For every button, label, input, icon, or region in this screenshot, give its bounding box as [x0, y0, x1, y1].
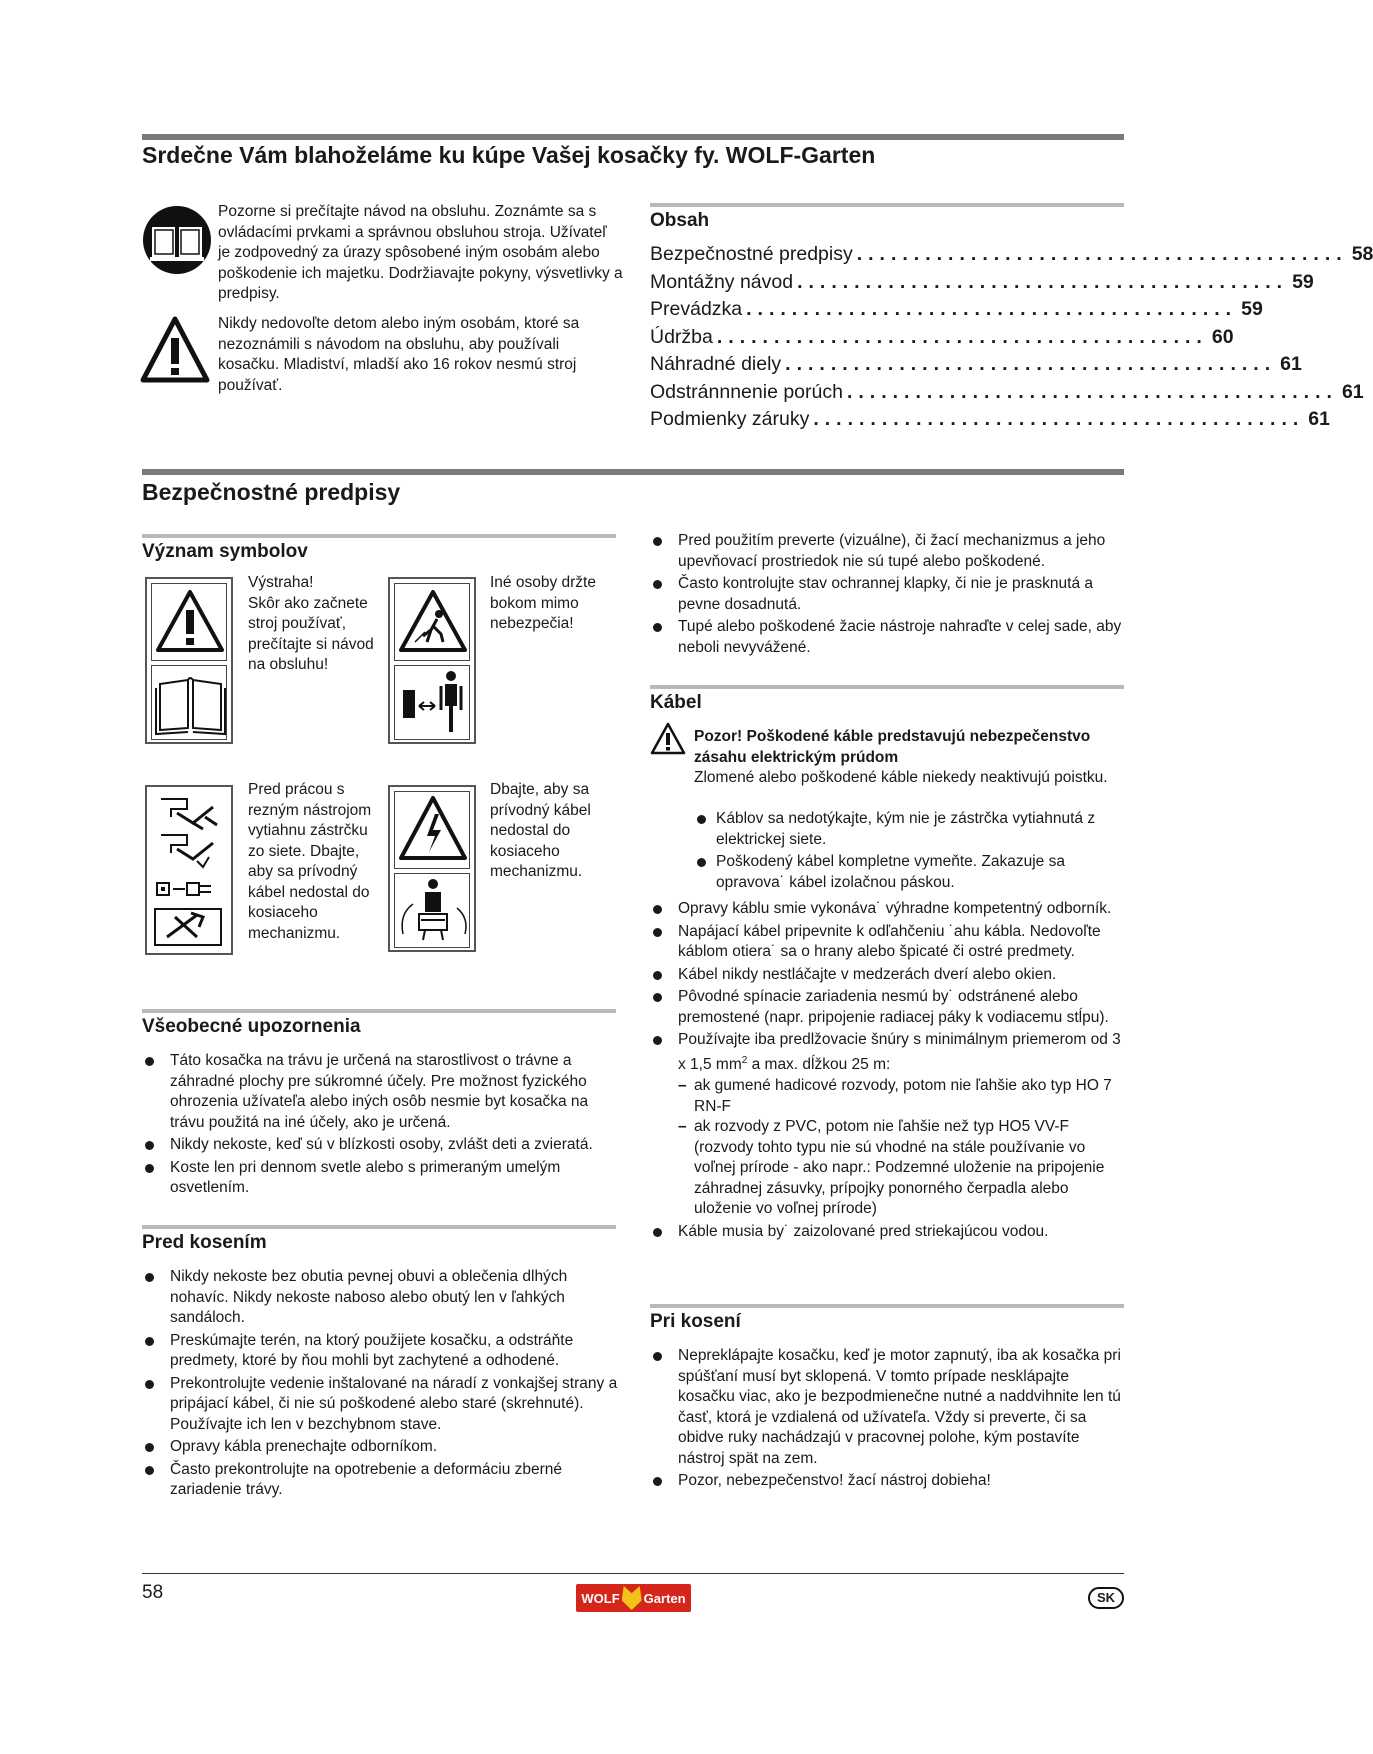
list-item: Kábel nikdy nestláčajte v medzerách dverí alebo okien. — [650, 965, 1128, 986]
list-item: Často prekontrolujte na opotrebenie a deformáciu zberné zariadenie trávy. — [142, 1460, 620, 1501]
list-item: Káblov sa nedotýkajte, kým nie je zástrčka vytiahnutá z elektrickej siete. — [694, 809, 1124, 850]
list-item: – ak rozvody z PVC, potom nie ľahšie než typ HO5 VV-F (rozvody tohto typu nie sú vhodné na stále používanie vo voľnej prírode - ako napr.: Podzemné uloženie na pripojenie záhradnej zásuvky, prípojky ponorného čerpadla alebo uloženie vo voľnej prírode) — [678, 1117, 1128, 1220]
mowing-title: Pri kosení — [650, 1311, 741, 1332]
warning-icon — [152, 584, 229, 658]
page-title: Srdečne Vám blahoželáme ku kúpe Vašej kosačky fy. WOLF-Garten — [142, 142, 876, 168]
mowing-rule — [650, 1304, 1124, 1308]
blade-check-list — [650, 531, 1128, 660]
toc-item[interactable]: Prevádzka ........................................... 59 — [650, 298, 1263, 320]
list-item: Pred použitím preverte (vizuálne), či žací mechanizmus a jeho upevňovací prostriedok nie sú tupé alebo poškodené. — [650, 531, 1128, 572]
toc-item[interactable]: Podmienky záruky ........................................... 61 — [650, 408, 1330, 430]
extension-cable-types — [678, 1076, 1128, 1220]
mowing-list — [650, 1346, 1128, 1494]
toc-rule — [650, 203, 1124, 207]
list-item: Koste len pri dennom svetle alebo s primeraným umelým osvetlením. — [142, 1158, 620, 1199]
symbol-2-text: Iné osoby držte bokom mimo nebezpečia! — [490, 574, 596, 632]
symbols-title: Význam symbolov — [142, 541, 308, 562]
safety-title: Bezpečnostné predpisy — [142, 479, 401, 505]
toc-item[interactable]: Montážny návod ........................................... 59 — [650, 270, 1314, 293]
unplug-maintenance-icon — [147, 787, 231, 953]
list-item: Používajte iba predlžovacie šnúry s minimálnym priemerom od 3 x 1,5 $mm^2$ a max. dĺžkou 25 m: – ak gumené hadicové rozvody, potom nie ľahšie ako typ HO 7 RN-F – ak rozvody z PVC, potom nie ľahšie než typ HO5 VV-F (rozvody tohto typu nie sú vhodné na stále používanie vo voľnej prírode - ako napr.: Podzemné uloženie na pripojenie záhradnej zásuvky, prípojky ponorného čerpadla alebo uloženie vo voľnej prírode) — [650, 1030, 1128, 1220]
before-title: Pred kosením — [142, 1232, 267, 1253]
toc-item[interactable]: Náhradné diely ........................................... 61 — [650, 353, 1302, 375]
intro-paragraph-1: Pozorne si prečítajte návod na obsluhu. Zoznámte sa s ovládacími prvkami a správnou obsluhou stroja. Užívateľ je zodpovedný za úrazy spôsobené iným osobám alebo poškodenie ich majetku. Dodržiavajte pokyny, výsvetlivky a predpisy. — [218, 203, 623, 302]
symbol-4-text: Dbajte, aby sa prívodný kábel nedostal do kosiaceho mechanizmu. — [490, 781, 591, 880]
general-rule — [142, 1009, 616, 1013]
cable-list — [650, 899, 1128, 1244]
list-item: Tupé alebo poškodené žacie nástroje nahraďte v celej sade, aby neboli nevyvážené. — [650, 617, 1128, 658]
general-list — [142, 1051, 620, 1201]
list-item: Prekontrolujte vedenie inštalované na náradí z vonkajšej strany a pripájací kábel, či nie sú poškodené alebo staré (skrehnuté). Používajte ich len v bezchybnom stave. — [142, 1374, 620, 1436]
symbol-cable-box — [388, 785, 476, 952]
list-item: – ak gumené hadicové rozvody, potom nie ľahšie ako typ HO 7 RN-F — [678, 1076, 1128, 1117]
page-number: 58 — [142, 1582, 164, 1603]
list-item: Nepreklápajte kosačku, keď je motor zapnutý, iba ak kosačka pri spúšťaní musí byt sklopená. V tomto prípade nesklápajte kosačku viac, ako je bezpodmienečne nutné a naddvihnite len tú časť, ktorá je vzdialená od užívateľa. Vždy si preverte, či sa obidve ruky nachádzajú v pracovnej polohe, kým postavíte nástroj spät na zem. — [650, 1346, 1128, 1469]
mower-operator-icon — [395, 874, 472, 946]
cable-warning-text: Zlomené alebo poškodené káble niekedy neaktivujú poistku. — [694, 769, 1108, 786]
toc-item[interactable]: Údržba ........................................... 60 — [650, 325, 1234, 348]
cable-rule — [650, 685, 1124, 689]
toc-item[interactable]: Odstránnnenie porúch ........................................... 61 — [650, 380, 1364, 403]
header-rule — [142, 134, 1124, 140]
cable-sublist — [694, 809, 1124, 895]
electric-hazard-icon — [395, 792, 472, 866]
manual-book-icon — [152, 666, 229, 738]
footer-rule — [142, 1573, 1124, 1574]
book-icon — [142, 205, 212, 275]
toc-title: Obsah — [650, 210, 710, 231]
intro-paragraph-2: Nikdy nedovoľte detom alebo iným osobám, ktoré sa nezoznámili s návodom na obsluhu, aby používali kosačku. Mladiství, mladší ako 16 rokov nesmú stroj používať. — [218, 315, 580, 394]
warning-triangle-icon — [140, 316, 210, 384]
general-title: Všeobecné upozornenia — [142, 1016, 361, 1037]
list-item: Často kontrolujte stav ochrannej klapky, či nie je prasknutá a pevne dosadnutá. — [650, 574, 1128, 615]
symbol-read-manual-box — [145, 577, 233, 744]
wolf-garten-logo: WOLF Garten — [576, 1584, 691, 1612]
country-code-badge: SK — [1088, 1587, 1124, 1609]
list-item: Pozor, nebezpečenstvo! žací nástroj dobieha! — [650, 1471, 1128, 1492]
before-rule — [142, 1225, 616, 1229]
symbol-keep-away-box — [388, 577, 476, 744]
symbol-3-text: Pred prácou s rezným nástrojom vytiahnu zástrčku zo siete. Dbajte, aby sa prívodný kábel nedostal do kosiaceho mechanizmu. — [248, 781, 372, 942]
list-item: Opravy káblu smie vykonáva˙ výhradne kompetentný odborník. — [650, 899, 1128, 920]
before-list — [142, 1267, 620, 1503]
thrown-object-icon — [395, 584, 472, 658]
list-item: Nikdy nekoste bez obutia pevnej obuvi a oblečenia dlhých nohavíc. Nikdy nekoste naboso alebo obutý len v ľahkých sandáloch. — [142, 1267, 620, 1329]
list-item: Pôvodné spínacie zariadenia nesmú by˙ odstránené alebo premostené (napr. pripojenie radiacej páky k vodiacemu stĺpu). — [650, 987, 1128, 1028]
safety-rule — [142, 469, 1124, 475]
toc-item[interactable]: Bezpečnostné predpisy ........................................... 58 — [650, 243, 1373, 265]
list-item: Preskúmajte terén, na ktorý použijete kosačku, a odstráňte predmety, ktoré by ňou mohli byt zachytené a odhodené. — [142, 1331, 620, 1372]
fox-logo-icon — [622, 1586, 642, 1610]
list-item: Táto kosačka na trávu je určená na starostlivost o trávne a záhradné plochy pre súkromné účely. Pre možnost fyzického ohrozenia užívateľa alebo iných osôb nesmie byt kosačka na trávu použitá na iné účely, ako je určená. — [142, 1051, 620, 1133]
table-of-contents — [650, 243, 1373, 436]
list-item: Poškodený kábel kompletne vymeňte. Zakazuje sa opravova˙ kábel izolačnou páskou. — [694, 852, 1124, 893]
list-item: Opravy kábla prenechajte odborníkom. — [142, 1437, 620, 1458]
symbol-1-text: Výstraha! Skôr ako začnete stroj používať, prečítajte si návod na obsluhu! — [248, 574, 374, 673]
symbols-rule — [142, 534, 616, 538]
list-item: Napájací kábel pripevnite k odľahčeniu ˙ahu kábla. Nedovoľte káblom otiera˙ sa o hrany alebo špicaté či ostré predmety. — [650, 922, 1128, 963]
list-item: Káble musia by˙ zaizolované pred striekajúcou vodou. — [650, 1222, 1128, 1243]
symbol-unplug-box — [145, 785, 233, 955]
list-item: Nikdy nekoste, keď sú v blízkosti osoby, zvlášt deti a zvieratá. — [142, 1135, 620, 1156]
distance-person-icon — [395, 666, 472, 738]
cable-title: Kábel — [650, 692, 702, 713]
cable-warning-icon — [650, 722, 686, 756]
cable-warning: Pozor! Poškodené káble predstavujú nebezpečenstvo zásahu elektrickým prúdom — [694, 728, 1091, 766]
